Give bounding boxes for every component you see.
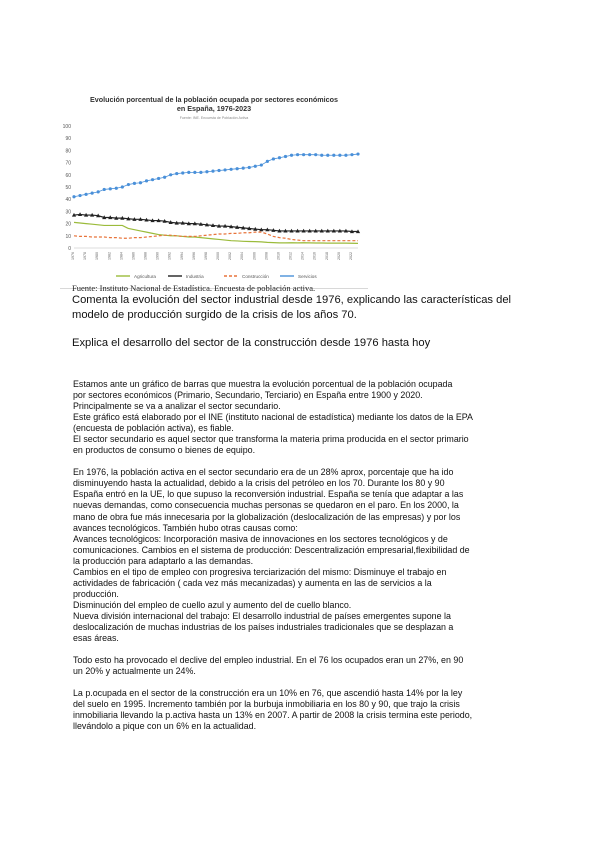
chart-figure <box>60 80 368 289</box>
chart-subtitle: Fuente: INE. Encuesta de Población Activa <box>179 116 249 120</box>
text-line: España entró en la UE, lo que supuso la reconversión industrial. España se tenía que adaptar a las <box>73 489 464 500</box>
servicios-point <box>121 185 124 188</box>
x-tick-label: 1988 <box>143 252 148 260</box>
legend-label-agricultura: Agricultura <box>134 273 156 279</box>
answer-text <box>73 379 531 732</box>
text-line: la producción para adaptarlo a las demandas. <box>73 555 254 566</box>
servicios-point <box>169 173 172 176</box>
text-line: disminuyendo hasta la actualidad, debido a la crisis del petróleo en los 70. Durante los 80 y 90 <box>73 478 445 489</box>
servicios-point <box>320 154 323 157</box>
x-tick-label: 2006 <box>252 252 257 260</box>
question-1: Comenta la evolución del sector industrial desde 1976, explicando las características del modelo de producción surgido de la crisis de los años 70. <box>72 294 512 321</box>
servicios-point <box>236 167 239 170</box>
text-line: deslocalización de muchas industrias de los países industriales tradicionales que se desplazan a <box>73 621 454 632</box>
servicios-point <box>302 153 305 156</box>
paragraph-construction <box>73 688 531 732</box>
x-tick-label: 1992 <box>167 252 172 260</box>
text-line: Cambios en el tipo de empleo con progresiva terciarización del mismo: Disminuye el trabajo en <box>73 566 447 577</box>
paragraph-industry <box>73 467 531 644</box>
servicios-point <box>356 152 359 155</box>
servicios-point <box>248 166 251 169</box>
text-line: en productos de consumo o bienes de equipo. <box>73 445 256 456</box>
paragraph-intro <box>73 379 531 456</box>
y-tick-label: 60 <box>65 172 71 179</box>
servicios-point <box>350 153 353 156</box>
text-line: El sector secundario es aquel sector que transforma la materia prima producida en el sector primario <box>73 434 469 445</box>
text-line: Principalmente se va a analizar el sector secundario. <box>73 401 281 412</box>
x-tick-label: 2004 <box>240 252 245 260</box>
servicios-point <box>84 193 87 196</box>
y-tick-label: 40 <box>65 197 71 204</box>
x-tick-label: 2000 <box>216 252 221 260</box>
x-tick-label: 1986 <box>131 252 136 260</box>
x-tick-label: 2012 <box>288 252 293 260</box>
servicios-point <box>139 181 142 184</box>
servicios-point <box>332 154 335 157</box>
servicios-point <box>308 153 311 156</box>
chart-title-line-1: Evolución porcentual de la población ocupada por sectores económicos <box>89 95 339 104</box>
y-tick-label: 90 <box>65 136 71 143</box>
y-tick-label: 50 <box>65 185 71 191</box>
servicios-point <box>205 170 208 173</box>
servicios-point <box>338 154 341 157</box>
text-line: un 20% y actualmente un 24%. <box>73 666 196 677</box>
text-line: Nueva división internacional del trabajo: El desarrollo industrial de países emergentes supone la <box>73 610 451 621</box>
text-line: Estamos ante un gráfico de barras que muestra la evolución porcentual de la población ocupada <box>73 379 453 389</box>
servicios-point <box>272 157 275 160</box>
question-2: Explica el desarrollo del sector de la construcción desde 1976 hasta hoy <box>72 337 431 349</box>
servicios-point <box>78 194 81 197</box>
servicios-point <box>266 160 269 163</box>
x-tick-label: 1976 <box>71 252 75 260</box>
x-tick-label: 1984 <box>119 252 124 260</box>
text-line: avances tecnológicos. También hubo otras causas como: <box>73 522 298 533</box>
servicios-point <box>145 179 148 182</box>
x-tick-label: 2008 <box>264 252 269 260</box>
x-tick-label: 1994 <box>179 252 184 260</box>
servicios-point <box>97 190 100 193</box>
servicios-point <box>254 165 257 168</box>
servicios-point <box>91 192 94 195</box>
text-line: En 1976, la población activa en el sector secundario era de un 28% aprox, porcentaje que ha ido <box>73 467 454 478</box>
line-chart <box>60 80 368 288</box>
servicios-point <box>199 171 202 174</box>
y-tick-label: 70 <box>65 160 71 167</box>
x-tick-label: 1998 <box>203 252 208 260</box>
text-line: comunicaciones. Cambios en el sistema de producción: Descentralización empresarial,flexibilidad de <box>73 544 470 555</box>
servicios-point <box>217 169 220 172</box>
text-line: inmobiliaria llevando la p.activa hasta un 13% en 2007. A partir de 2008 la crisis termina este periodo, <box>73 710 473 721</box>
text-line: mano de obra fue más innecesaria por la globalización (deslocalización de las empresas) y por los <box>73 511 461 522</box>
servicios-point <box>157 177 160 180</box>
paragraph-decline <box>73 655 531 677</box>
servicios-point <box>284 155 287 158</box>
servicios-point <box>115 187 118 190</box>
servicios-point <box>151 178 154 181</box>
x-tick-label: 1980 <box>95 252 100 260</box>
x-tick-label: 2020 <box>336 252 341 260</box>
servicios-point <box>290 154 293 157</box>
servicios-point <box>163 176 166 179</box>
chart-title-line-2: en España, 1976-2023 <box>176 104 252 113</box>
x-tick-label: 2002 <box>228 252 233 260</box>
servicios-point <box>211 170 214 173</box>
x-tick-label: 2010 <box>276 252 281 260</box>
text-line: del suelo en 1995. Incremento también por la burbuja inmobiliaria en los 80 y 90, que trajo la crisis <box>73 699 460 710</box>
text-line: llevándolo a pique con un 6% en la actualidad. <box>73 721 257 732</box>
text-line: Este gráfico está elaborado por el INE (instituto nacional de estadística) mediante los datos de la EPA <box>73 412 473 423</box>
figure-source: Fuente: Instituto Nacional de Estadística. Encuesta de población activa. <box>72 283 316 293</box>
x-tick-label: 1978 <box>83 252 88 260</box>
servicios-point <box>344 154 347 157</box>
legend-label-industria: Industria <box>186 273 204 279</box>
servicios-point <box>296 153 299 156</box>
legend-label-servicios: Servicios <box>298 273 317 279</box>
series-line-servicios <box>74 154 358 197</box>
servicios-point <box>326 154 329 157</box>
servicios-point <box>223 168 226 171</box>
y-tick-label: 80 <box>65 148 71 155</box>
text-line: producción. <box>73 588 119 599</box>
servicios-point <box>278 156 281 159</box>
servicios-point <box>242 166 245 169</box>
text-line: Avances tecnológicos: Incorporación masiva de innovaciones en los sectores tecnológicos y de <box>73 533 448 544</box>
text-line: La p.ocupada en el sector de la construcción era un 10% en 76, que ascendió hasta 14% por la ley <box>73 688 463 699</box>
text-line: por sectores económicos (Primario, Secundario, Terciario) en España entre 1900 y 2020. <box>73 390 423 401</box>
x-tick-label: 1996 <box>191 252 196 260</box>
servicios-point <box>109 187 112 190</box>
servicios-point <box>175 172 178 175</box>
servicios-point <box>181 171 184 174</box>
servicios-point <box>314 153 317 156</box>
x-tick-label: 1982 <box>107 252 112 260</box>
servicios-point <box>260 163 263 166</box>
y-tick-label: 0 <box>68 246 71 252</box>
legend-label-construcción: Construcción <box>242 273 269 279</box>
servicios-point <box>72 195 75 198</box>
x-tick-label: 2016 <box>312 252 317 260</box>
servicios-point <box>127 183 130 186</box>
text-line: actividades de fabricación ( cada vez más mecanizadas) y aumenta en las de servicios a la <box>73 577 432 588</box>
x-tick-label: 2014 <box>300 252 305 260</box>
text-line: Disminución del empleo de cuello azul y aumento del de cuello blanco. <box>73 599 352 610</box>
servicios-point <box>193 171 196 174</box>
y-tick-label: 20 <box>65 221 71 228</box>
servicios-point <box>187 171 190 174</box>
x-tick-label: 1990 <box>155 252 160 260</box>
x-tick-label: 2022 <box>348 252 353 260</box>
text-line: (encuesta de población activa), es fiable. <box>73 423 234 434</box>
text-line: nuevas demandas, como consecuencia muchas personas se quedaron en el paro. En los 2000, la <box>73 500 459 511</box>
text-line: esas áreas. <box>73 633 119 644</box>
y-tick-label: 100 <box>62 124 71 130</box>
text-line: Todo esto ha provocado el declive del empleo industrial. En el 76 los ocupados eran un 27%, en 90 <box>73 655 464 666</box>
servicios-point <box>133 182 136 185</box>
y-tick-label: 30 <box>65 209 71 216</box>
x-tick-label: 2018 <box>324 252 329 260</box>
y-tick-label: 10 <box>65 233 71 240</box>
servicios-point <box>230 168 233 171</box>
servicios-point <box>103 188 106 191</box>
